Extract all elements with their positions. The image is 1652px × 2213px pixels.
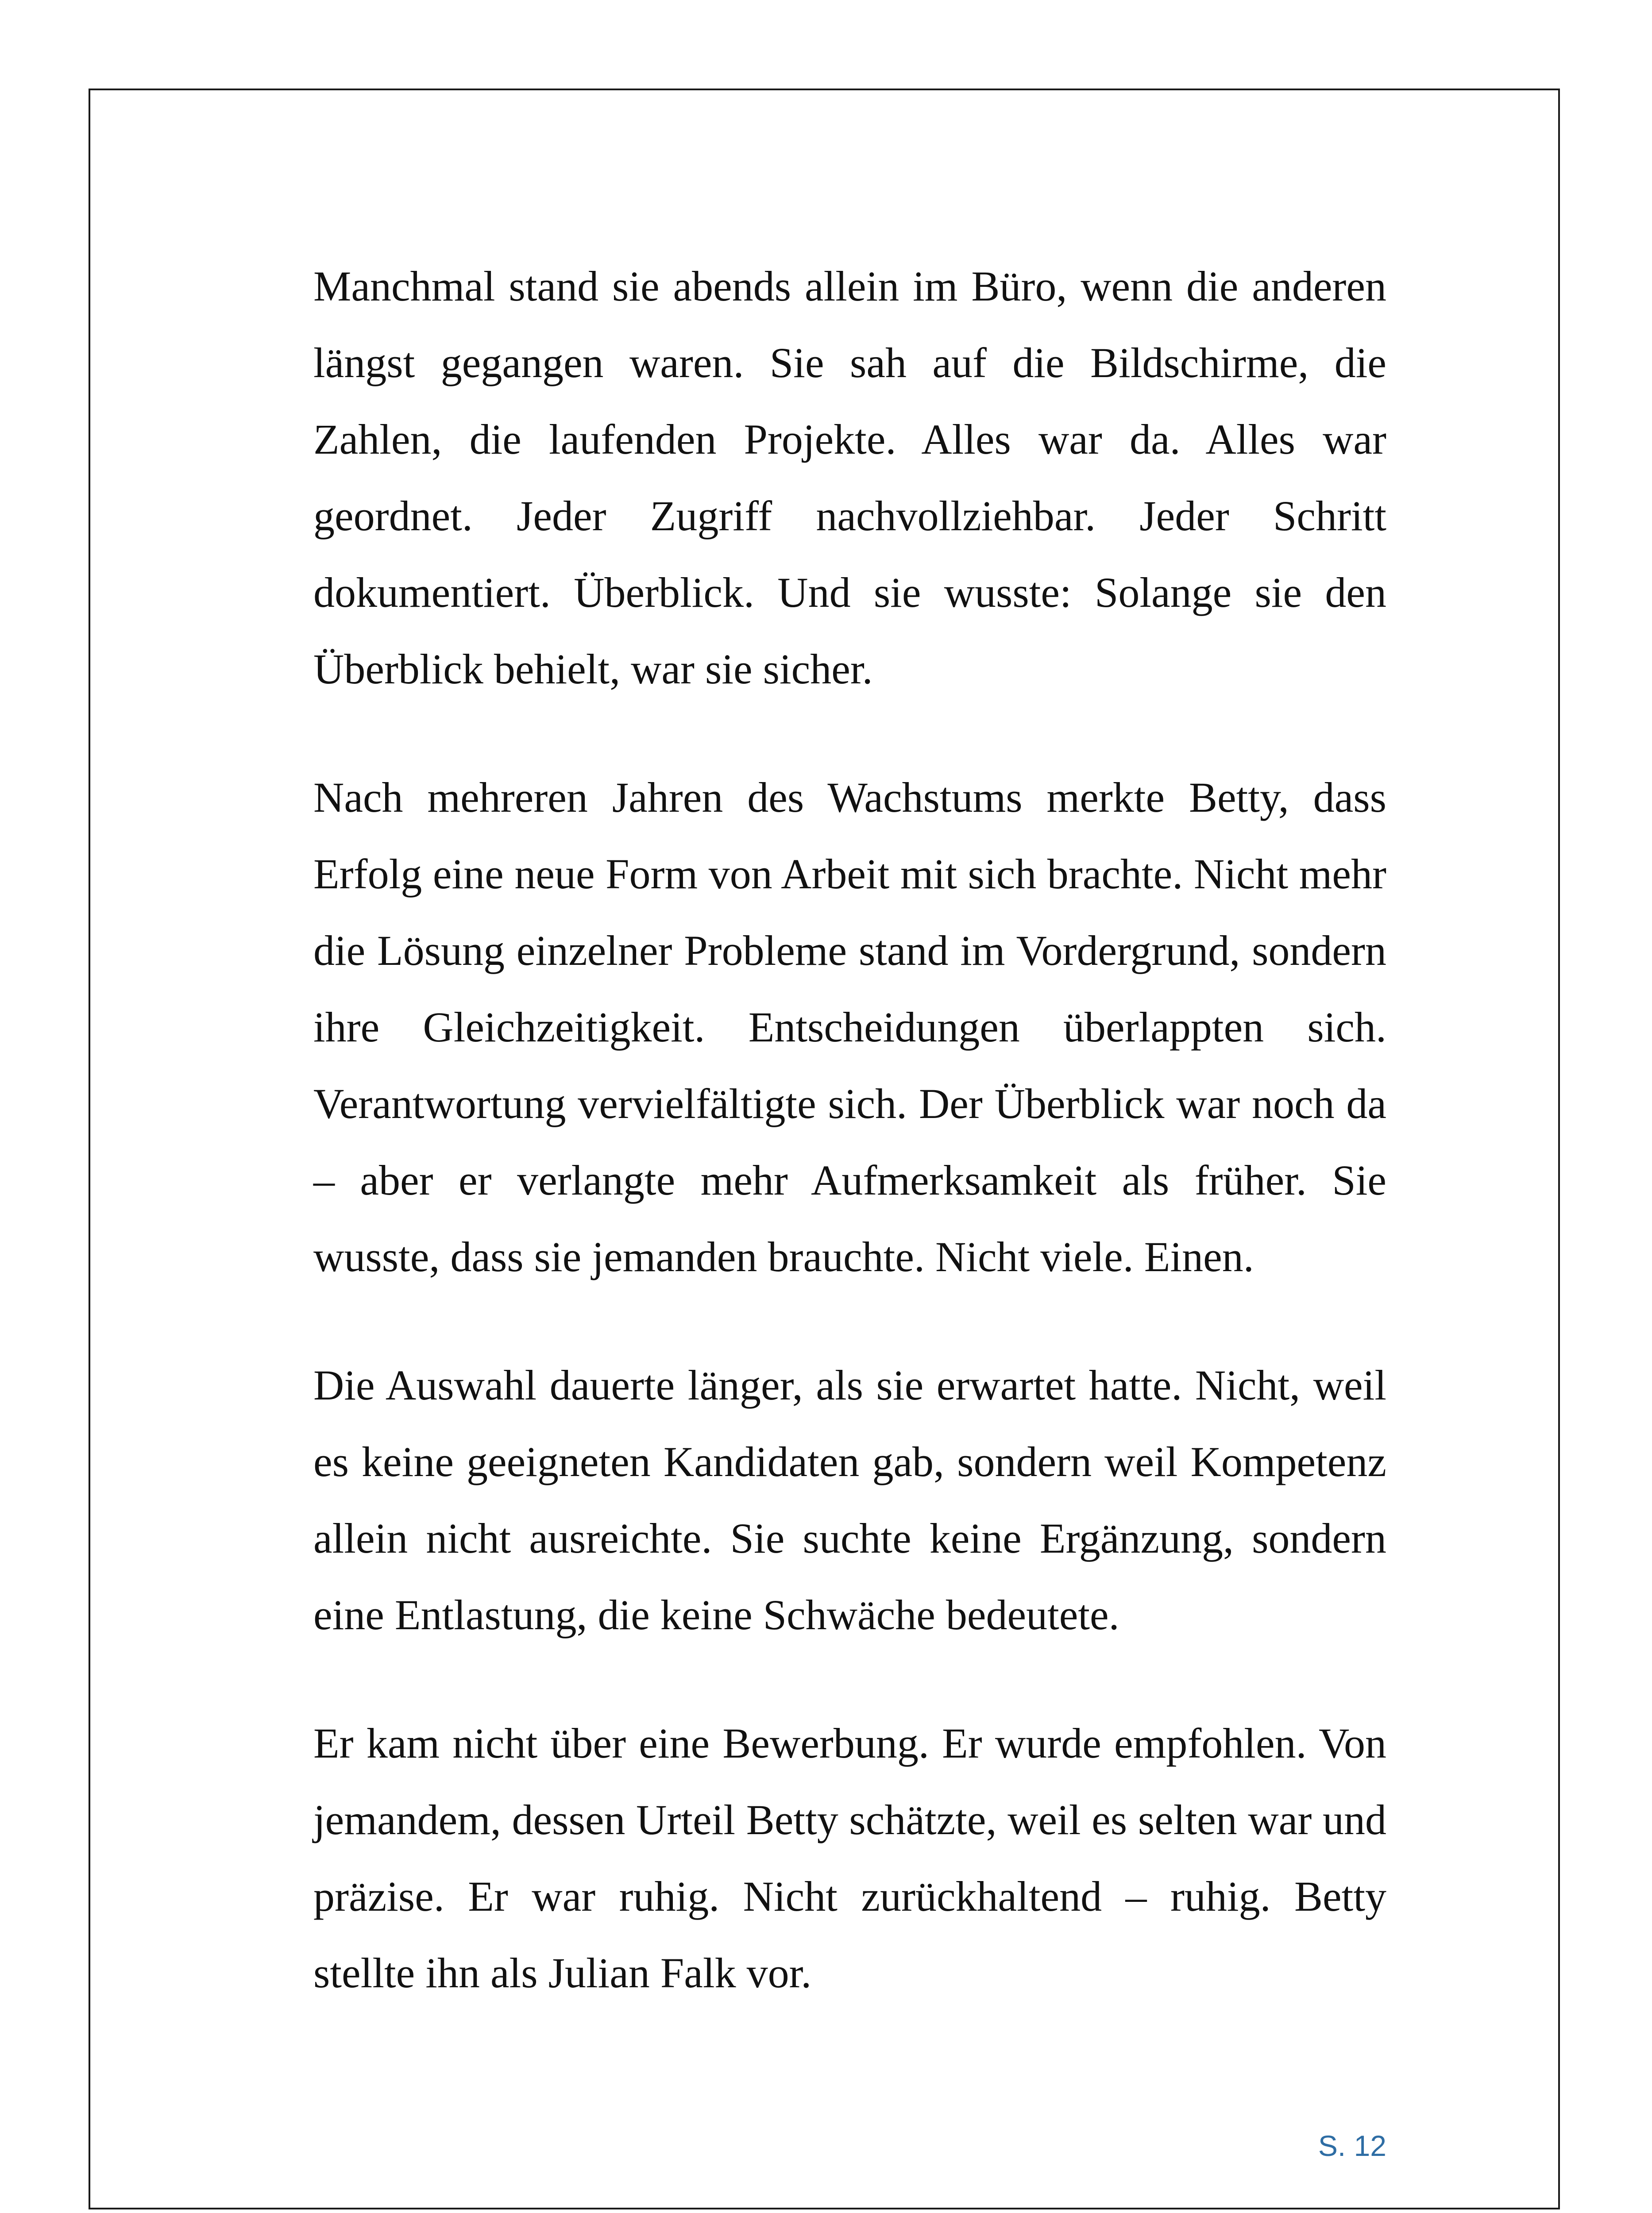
paragraph-4: Er kam nicht über eine Bewerbung. Er wurde empfohlen. Von jemandem, dessen Urteil Betty schätzte, weil es selten war und präzise. Er war ruhig. Nicht zurückhaltend – ruhig. Betty stellte ihn als Julian Falk vor. xyxy=(313,1720,1386,1997)
page-number: S. 12 xyxy=(1318,2129,1386,2162)
paragraph-3: Die Auswahl dauerte länger, als sie erwartet hatte. Nicht, weil es keine geeigneten Kandidaten gab, sondern weil Kompetenz allein nicht ausreichte. Sie suchte keine Ergänzung, sondern eine Entlastung, die keine Schwäche bedeutete. xyxy=(313,1361,1386,1639)
paragraph-1: Manchmal stand sie abends allein im Büro, wenn die anderen längst gegangen waren. Sie sah auf die Bildschirme, die Zahlen, die laufenden Projekte. Alles war da. Alles war geordnet. Jeder Zugriff nachvollziehbar. Jeder Schritt dokumentiert. Überblick. Und sie wusste: Solange sie den Überblick behielt, war sie sicher. xyxy=(313,262,1386,693)
body-text xyxy=(313,248,1386,2063)
paragraph-2: Nach mehreren Jahren des Wachstums merkte Betty, dass Erfolg eine neue Form von Arbeit mit sich brachte. Nicht mehr die Lösung einzelner Probleme stand im Vordergrund, sondern ihre Gleichzeitigkeit. Entscheidungen überlappten sich. Verantwortung vervielfältigte sich. Der Überblick war noch da – aber er verlangte mehr Aufmerksamkeit als früher. Sie wusste, dass sie jemanden brauchte. Nicht viele. Einen. xyxy=(313,774,1386,1280)
